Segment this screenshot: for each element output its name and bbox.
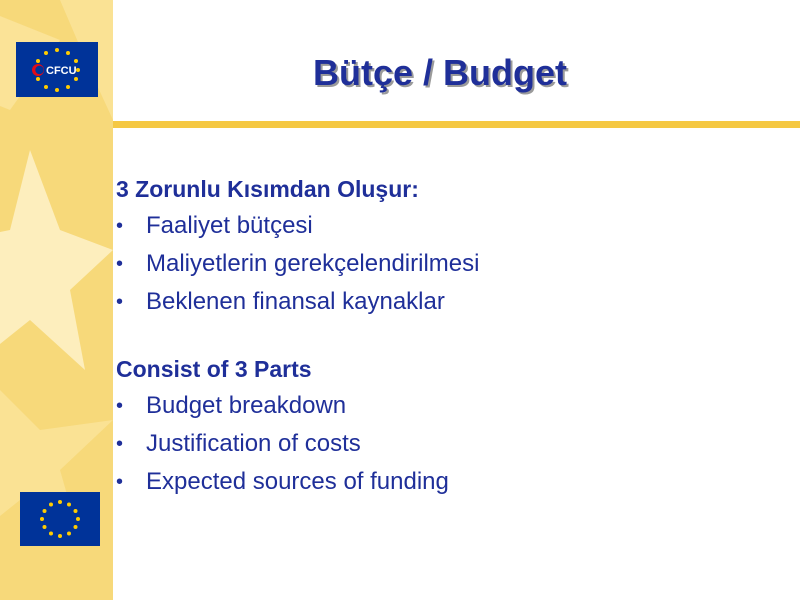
list-item-text: Budget breakdown <box>146 392 347 419</box>
eu-flag-icon <box>20 492 100 546</box>
list-item <box>116 428 776 466</box>
title-divider <box>113 121 800 128</box>
list-item-text: Beklenen finansal kaynaklar <box>146 288 445 315</box>
list-item-text: Expected sources of funding <box>146 468 449 495</box>
list-item-text: Faaliyet bütçesi <box>146 212 313 239</box>
cfcu-eu-flag-logo <box>16 42 98 97</box>
bullet-list <box>116 210 776 324</box>
bullet-icon: • <box>116 433 124 455</box>
svg-text:CFCU: CFCU <box>46 65 77 77</box>
list-item <box>116 390 776 428</box>
list-item <box>116 466 776 504</box>
section-turkish <box>116 174 776 324</box>
section-heading: 3 Zorunlu Kısımdan Oluşur: <box>116 176 419 202</box>
bullet-icon: • <box>116 395 124 417</box>
list-item <box>116 210 776 248</box>
section-english <box>116 354 776 504</box>
bullet-list <box>116 390 776 504</box>
slide-content <box>116 174 776 534</box>
bullet-icon: • <box>116 471 124 493</box>
section-heading: Consist of 3 Parts <box>116 356 312 382</box>
bullet-icon: • <box>116 215 124 237</box>
sidebar-decoration <box>0 0 113 600</box>
bullet-icon: • <box>116 291 124 313</box>
slide-title: Bütçe / Budget <box>312 52 567 93</box>
list-item <box>116 248 776 286</box>
cfcu-logo <box>16 42 98 97</box>
list-item-text: Maliyetlerin gerekçelendirilmesi <box>146 250 480 277</box>
bullet-icon: • <box>116 253 124 275</box>
eu-flag-logo <box>20 492 100 546</box>
list-item-text: Justification of costs <box>146 430 361 457</box>
list-item <box>116 286 776 324</box>
